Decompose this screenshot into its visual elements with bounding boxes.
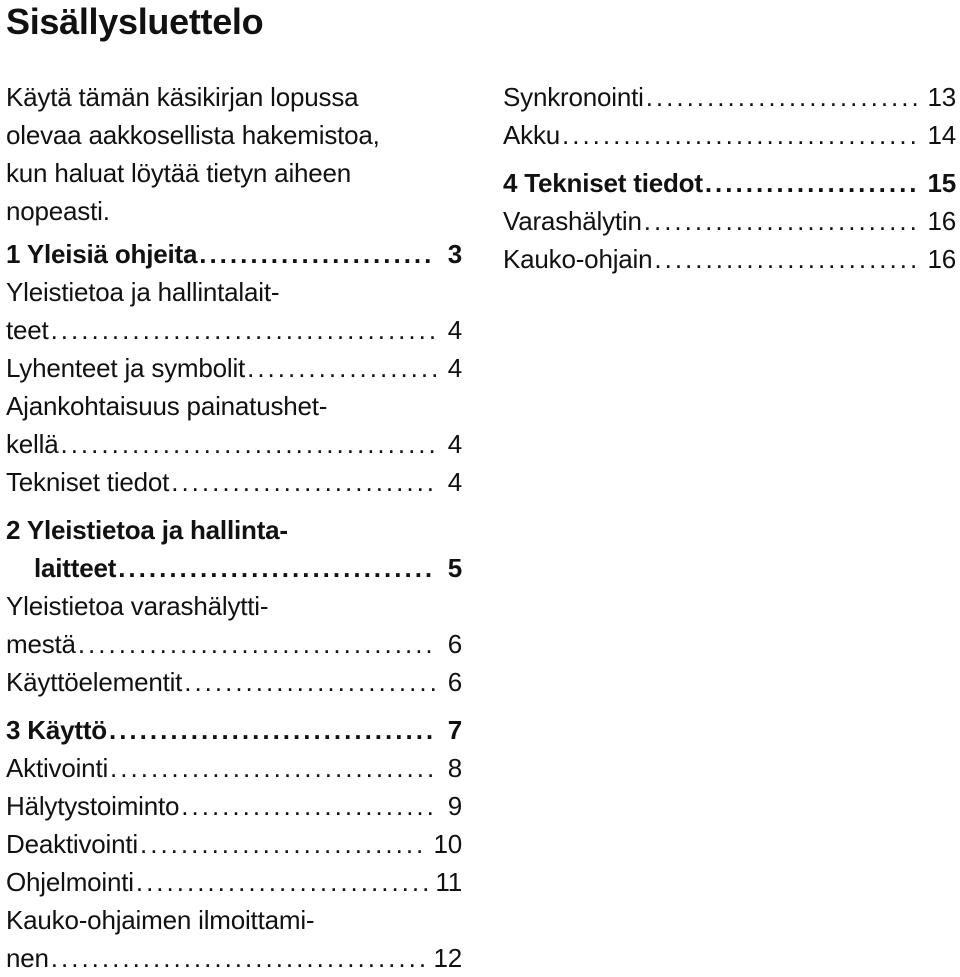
toc-entry[interactable] [6,273,462,349]
dot-leader [646,78,922,116]
toc-entry-label: laitteet [34,553,117,583]
toc-entry[interactable] [6,749,462,787]
toc-entry-text-line: Yleistietoa ja hallintalait- [6,277,280,307]
dot-leader [118,549,436,587]
toc-entry-label: Tekniset tiedot [6,467,170,497]
toc-entry-text-line: Ajankohtaisuus painatushet- [6,391,328,421]
toc-entry[interactable] [503,202,956,240]
page-number: 4 [447,353,462,383]
dot-leader [654,240,921,278]
toc-entry-label: 4 Tekniset tiedot [503,168,703,198]
intro-text [6,78,462,230]
toc-entry[interactable] [6,663,462,701]
dot-leader [247,349,436,387]
toc-chapter-entry[interactable] [6,235,462,273]
toc-entry[interactable] [6,463,462,501]
intro-line: Käytä tämän käsikirjan lopussa [6,82,359,112]
toc-entry-label: 1 Yleisiä ohjeita [6,239,198,269]
intro-line: olevaa aakkosellista hakemistoa, [6,120,380,150]
dot-leader [136,863,430,901]
dot-leader [199,235,436,273]
dot-leader [78,625,436,663]
page-number: 12 [433,943,462,973]
toc-left-column [6,78,462,977]
intro-line: kun haluat löytää tietyn aiheen [6,158,352,188]
page-title: Sisällysluettelo [6,1,264,42]
dot-leader [644,202,922,240]
page-number: 4 [447,467,462,497]
toc-entry-label: 3 Käyttö [6,715,107,745]
page-number: 16 [927,244,956,274]
toc-entry-label: Deaktivointi [6,829,138,859]
intro-line: nopeasti. [6,196,110,226]
toc-entry[interactable] [6,587,462,663]
page-number: 8 [447,753,462,783]
toc-entry-label: Lyhenteet ja symbolit [6,353,246,383]
toc-entry-label: nen [6,943,49,973]
toc-list-right [503,78,956,278]
toc-entry-label: Hälytystoiminto [6,791,180,821]
dot-leader [51,939,428,977]
page-number: 5 [447,553,462,583]
toc-entry-label: mestä [6,629,76,659]
toc-entry-label: kellä [6,429,59,459]
dot-leader [562,116,921,154]
toc-entry[interactable] [6,825,462,863]
page-number: 7 [447,715,462,745]
toc-entry-text-line: Kauko-ohjaimen ilmoittami- [6,905,315,935]
page-number: 14 [927,120,956,150]
toc-entry[interactable] [503,78,956,116]
toc-entry-label: Kauko-ohjain [503,244,653,274]
toc-entry-label: Varashälytin [503,206,642,236]
page-number: 15 [927,168,956,198]
dot-leader [51,311,436,349]
dot-leader [60,425,436,463]
toc-entry[interactable] [6,901,462,977]
page-number: 3 [447,239,462,269]
page-number: 13 [927,82,956,112]
dot-leader [109,711,436,749]
toc-entry-label: Käyttöelementit [6,667,183,697]
dot-leader [181,787,436,825]
toc-entry[interactable] [6,863,462,901]
toc-entry-label: Synkronointi [503,82,644,112]
dot-leader [171,463,436,501]
toc-entry[interactable] [503,116,956,154]
page-number: 9 [447,791,462,821]
toc-entry-label: Ohjelmointi [6,867,134,897]
dot-leader [705,164,922,202]
dot-leader [140,825,427,863]
toc-entry[interactable] [503,240,956,278]
page-number: 6 [447,629,462,659]
toc-entry-label: Aktivointi [6,753,109,783]
page-number: 4 [447,315,462,345]
page-number: 16 [927,206,956,236]
toc-chapter-entry[interactable] [6,711,462,749]
page-number: 4 [447,429,462,459]
toc-entry-text-line: Yleistietoa varashälytti- [6,591,269,621]
toc-entry[interactable] [6,349,462,387]
toc-list-left [6,235,462,977]
toc-entry[interactable] [6,787,462,825]
toc-entry[interactable] [6,387,462,463]
page-number: 10 [433,829,462,859]
dot-leader [110,749,436,787]
toc-chapter-entry[interactable] [6,511,462,587]
page-number: 11 [435,867,462,897]
toc-chapter-entry[interactable] [503,164,956,202]
toc-entry-text-line: 2 Yleistietoa ja hallinta- [6,515,288,545]
toc-entry-label: teet [6,315,49,345]
toc-right-column [503,78,956,278]
toc-entry-label: Akku [503,120,561,150]
page-number: 6 [447,667,462,697]
dot-leader [184,663,436,701]
